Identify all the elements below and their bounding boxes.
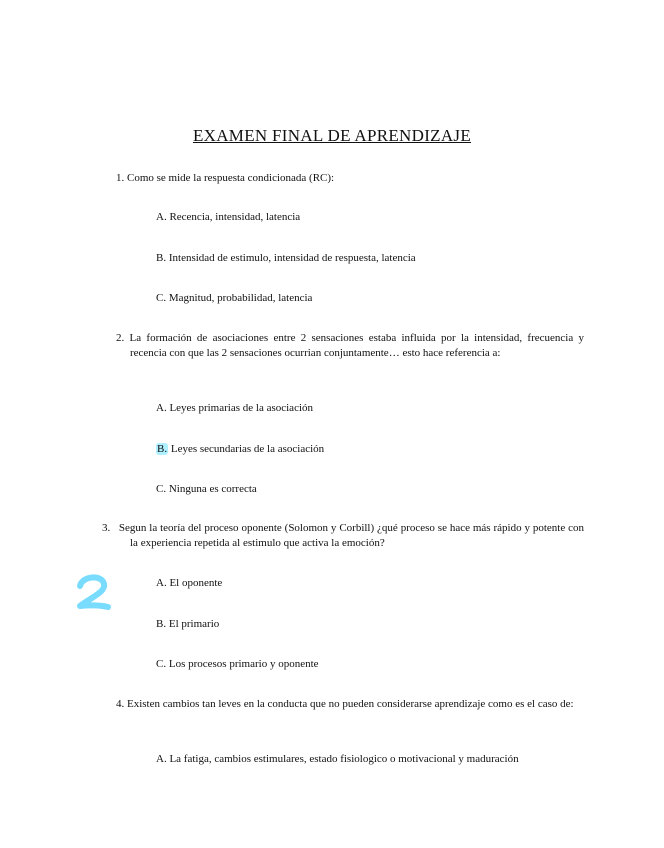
option-letter: A. — [156, 753, 167, 765]
option-letter: A. — [156, 402, 167, 414]
option-letter: B. — [156, 252, 167, 264]
question-4 — [116, 697, 584, 712]
question-2-option-a — [156, 401, 590, 416]
question-1-option-b — [156, 251, 590, 266]
highlighter-stroke — [80, 577, 108, 607]
option-letter: C. — [156, 292, 167, 304]
question-3-option-b — [156, 617, 590, 632]
option-text: Magnitud, probabilidad, latencia — [168, 292, 313, 304]
question-3-option-a — [156, 576, 590, 591]
question-4-option-a — [156, 752, 590, 767]
question-2-option-b — [156, 442, 590, 457]
option-letter: A. — [156, 211, 167, 223]
question-3: 3. Segun la teoría del proceso oponente (Solomon y Corbill) ¿qué proceso se hace más rápido y potente con la experiencia repetida al estimulo que activa la emoción? — [102, 522, 584, 549]
question-2-text: La formación de asociaciones entre 2 sensaciones estaba influida por la intensidad, frecuencia y recencia con que las 2 sensaciones ocurrian conjuntamente… esto hace referencia a: — [129, 332, 585, 359]
question-1-option-c — [156, 291, 590, 306]
question-1-number: 1. — [116, 172, 125, 184]
question-1-option-a — [156, 210, 590, 225]
question-4-number: 4. — [116, 698, 125, 710]
option-text: Leyes secundarias de la asociación — [170, 443, 325, 455]
question-2-option-c — [156, 482, 590, 497]
option-text: Los procesos primario y oponente — [168, 658, 319, 670]
option-text: El primario — [168, 618, 220, 630]
exam-title: EXAMEN FINAL DE APRENDIZAJE — [192, 126, 472, 145]
option-letter-highlighted: B. — [157, 443, 168, 455]
question-3-text: Segun la teoría del proceso oponente (Solomon y Corbill) ¿qué proceso se hace más rápido y potente con la experiencia repetida al estimulo que activa la emoción? — [118, 522, 584, 549]
question-1 — [116, 171, 584, 186]
option-letter: C. — [156, 658, 167, 670]
option-text: El oponente — [169, 577, 223, 589]
option-text: Recencia, intensidad, latencia — [169, 211, 301, 223]
option-text: La fatiga, cambios estimulares, estado fisiologico o motivacional y maduración — [169, 753, 519, 765]
option-text: Ninguna es correcta — [168, 483, 257, 495]
question-1-text: Como se mide la respuesta condicionada (RC): — [127, 172, 335, 184]
question-3-option-c — [156, 657, 590, 672]
option-letter: B. — [156, 618, 167, 630]
option-text: Intensidad de estimulo, intensidad de respuesta, latencia — [168, 252, 416, 264]
handwritten-mark-2 — [72, 572, 114, 614]
question-2 — [116, 331, 584, 361]
question-4-text: Existen cambios tan leves en la conducta que no pueden considerarse aprendizaje como es el caso de: — [127, 698, 574, 710]
question-2-number: 2. — [116, 332, 125, 344]
option-text: Leyes primarias de la asociación — [169, 402, 314, 414]
option-letter: A. — [156, 577, 167, 589]
option-letter: C. — [156, 483, 167, 495]
